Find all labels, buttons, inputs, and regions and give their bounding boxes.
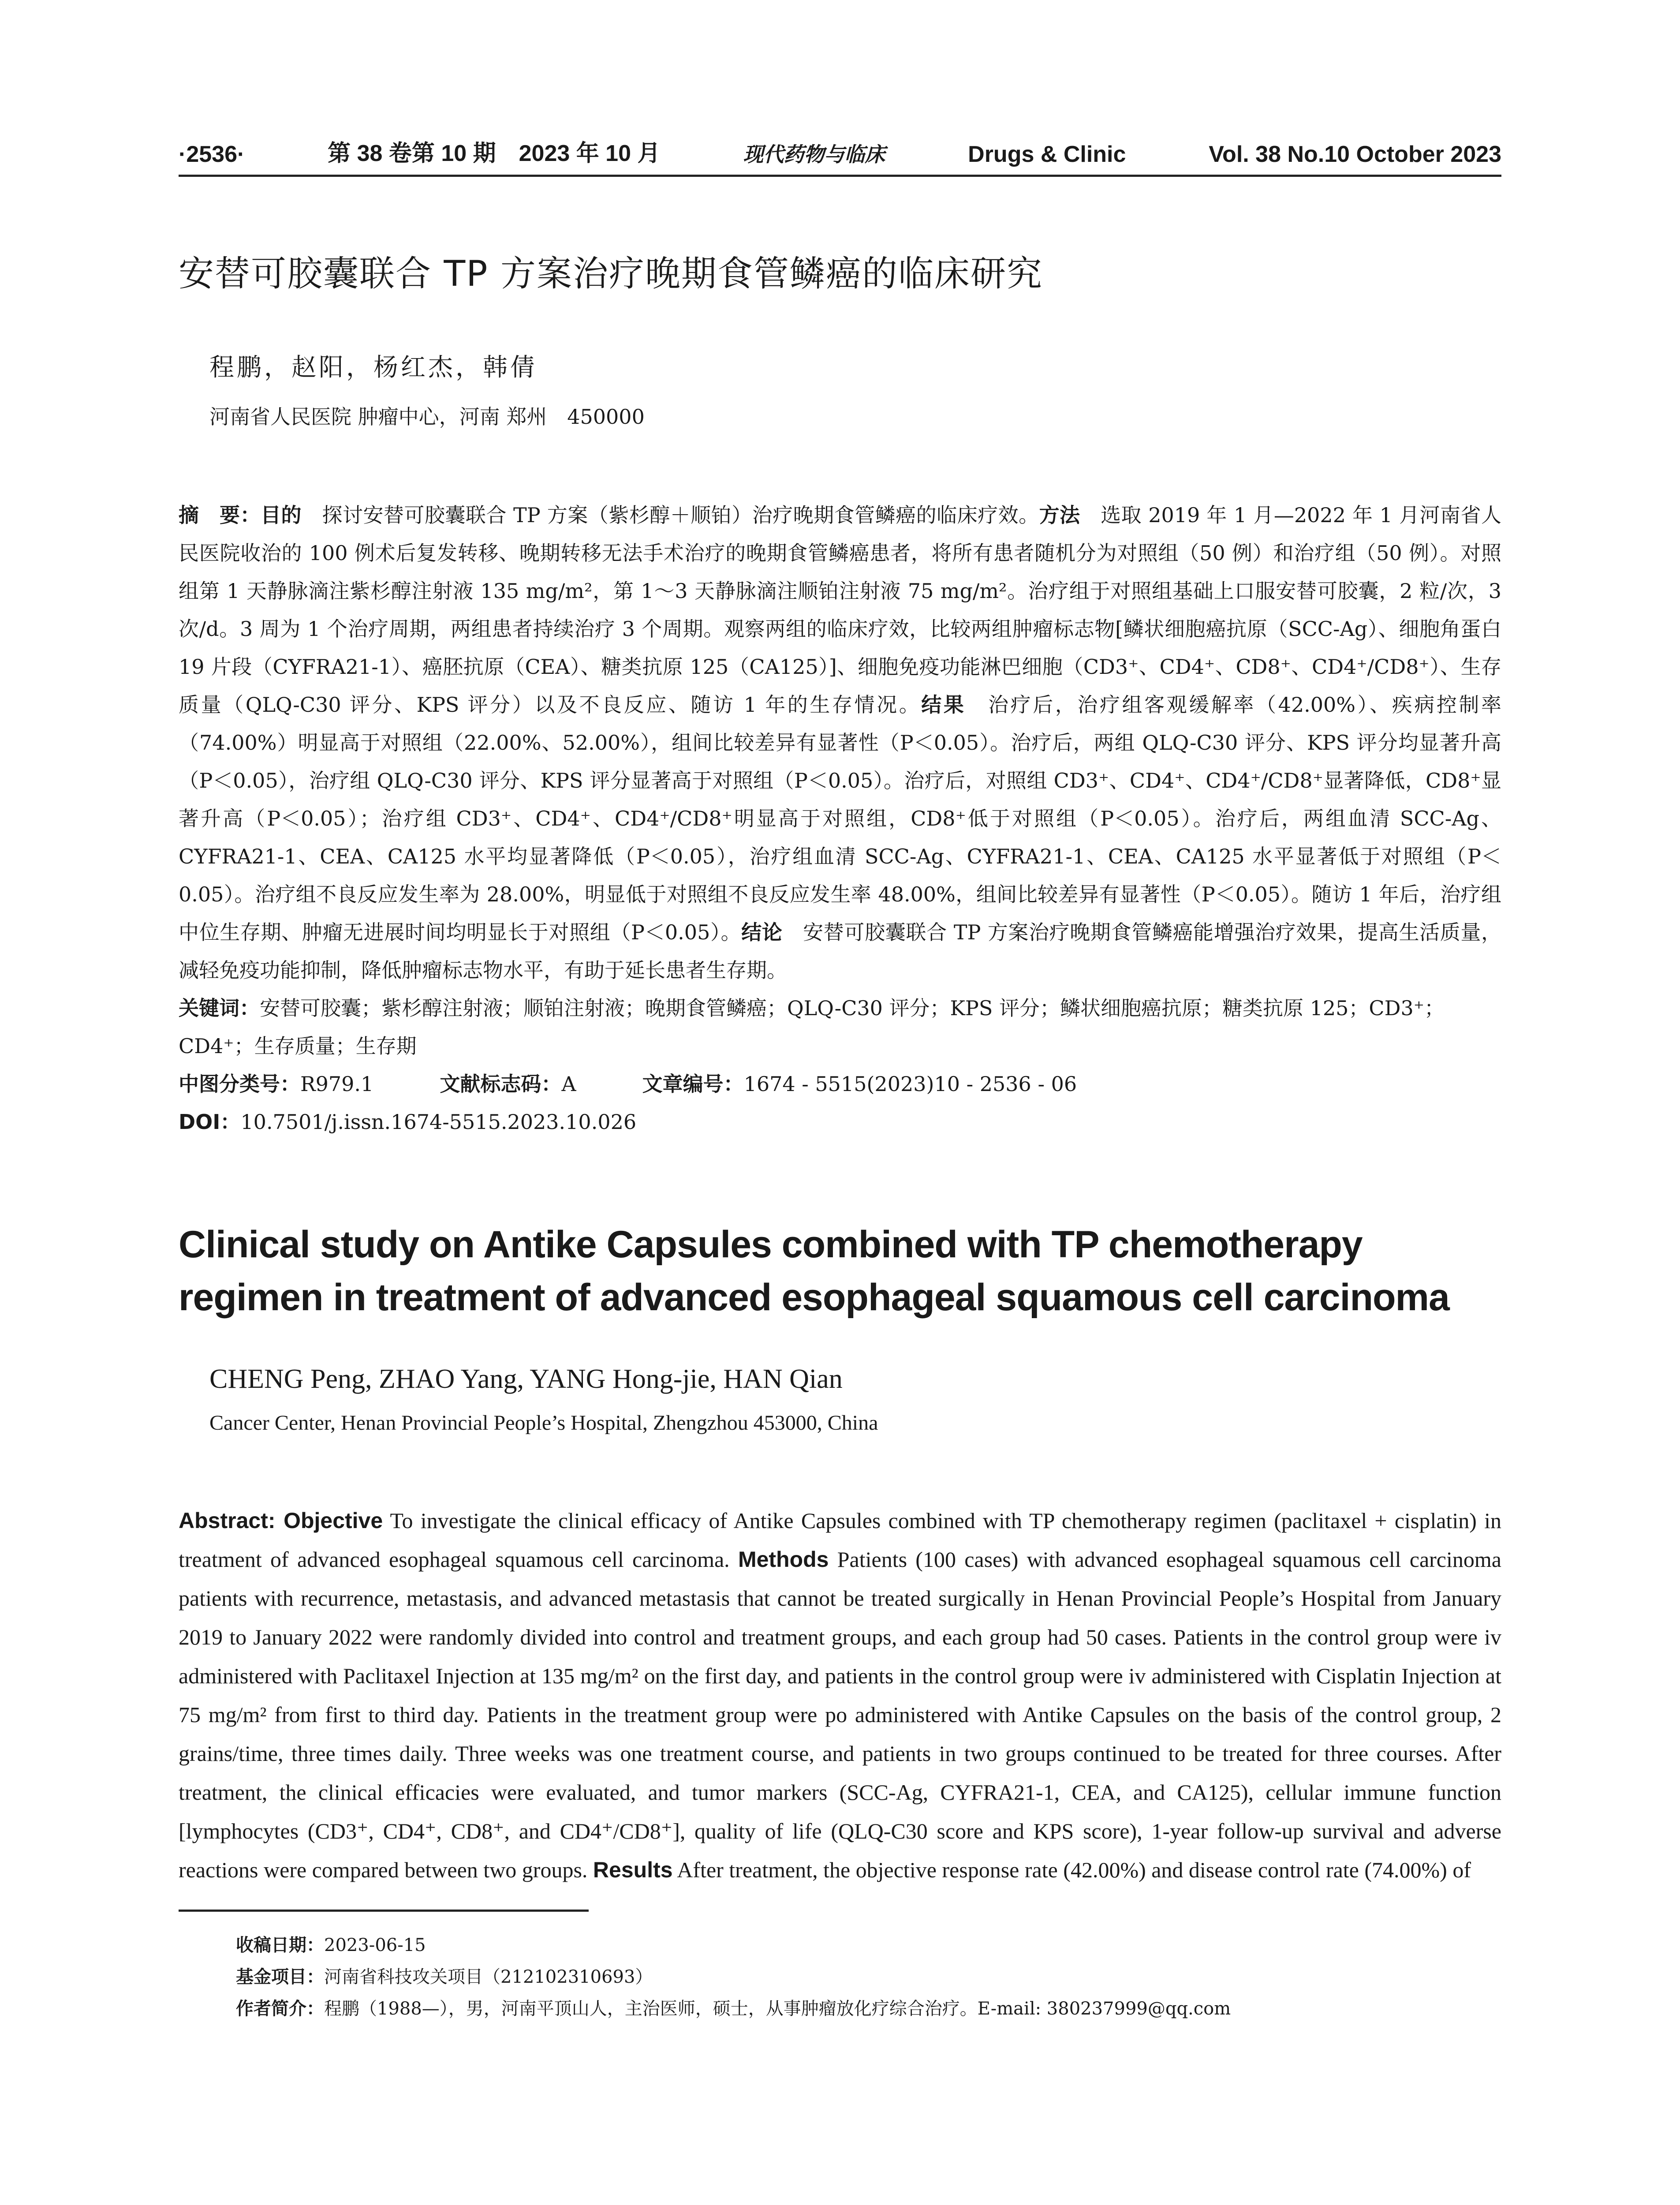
objective-text-cn: 探讨安替可胶囊联合 TP 方案（紫杉醇＋顺铂）治疗晚期食管鳞癌的临床疗效。 <box>301 503 1039 527</box>
footnotes <box>236 1929 1501 2025</box>
title-cn: 安替可胶囊联合 TP 方案治疗晚期食管鳞癌的临床研究 <box>179 253 1043 294</box>
results-label-en: Results <box>593 1857 673 1882</box>
keywords-text: 安替可胶囊；紫杉醇注射液；顺铂注射液；晚期食管鳞癌；QLQ-C30 评分；KPS 评分；鳞状细胞癌抗原；糖类抗原 125；CD3⁺；CD4⁺；生存质量；生存期 <box>179 996 1445 1058</box>
results-label-cn: 结果 <box>921 693 966 717</box>
running-header <box>179 135 1501 177</box>
methods-label-en: Methods <box>738 1547 829 1572</box>
footnote-divider <box>179 1910 589 1912</box>
methods-label-cn: 方法 <box>1039 503 1080 527</box>
keywords-cn <box>179 989 1501 1065</box>
results-text-en: After treatment, the objective response rate (42.00%) and disease control rate (74.00%) of <box>672 1857 1471 1882</box>
keywords-label: 关键词： <box>179 996 260 1020</box>
doi-line <box>179 1103 1501 1141</box>
journal-name-cn: 现代药物与临床 <box>743 142 885 166</box>
journal-name-en: Drugs & Clinic <box>968 142 1126 167</box>
conclusion-text-cn: 安替可胶囊联合 TP 方案治疗晚期食管鳞癌能增强治疗效果，提高生活质量，减轻免疫功能抑制，降低肿瘤标志物水平，有助于延长患者生存期。 <box>179 920 1501 982</box>
author-bio: 作者简介：程鹏（1988—），男，河南平顶山人，主治医师，硕士，从事肿瘤放化疗综合治疗。E-mail: 380237999@qq.com <box>236 1999 1231 2019</box>
document-code: 文献标志码：A <box>440 1072 576 1096</box>
title-en: Clinical study on Antike Capsules combined with TP chemotherapy regimen in treatment of advanced esophageal squamous cell carcinoma <box>179 1223 1449 1319</box>
article-number: 文章编号：1674 - 5515(2023)10 - 2536 - 06 <box>642 1072 1077 1096</box>
conclusion-label-cn: 结论 <box>741 920 783 944</box>
methods-text-en: Patients (100 cases) with advanced esophageal squamous cell carcinoma patients with recurrence, metastasis, and advanced metastasis that cannot be treated surgically in Henan Provincial People’s Hospital from January 2019 to January 2022 were randomly divided into control and treatment groups, and each group had 50 cases. Patients in the control group were iv administered with Paclitaxel Injection at 135 mg/m² on the first day, and patients in the control group were iv administered with Cisplatin Injection at 75 mg/m² from first to third day. Patients in the treatment group were po administered with Antike Capsules on the basis of the control group, 2 grains/time, three times daily. Three weeks was one treatment course, and patients in two groups continued to be treated for three courses. After treatment, the clinical efficacies were evaluated, and tumor markers (SCC-Ag, CYFRA21-1, CEA, and CA125), cellular immune function [lymphocytes (CD3⁺, CD4⁺, CD8⁺, and CD4⁺/CD8⁺], quality of life (QLQ-C30 score and KPS score), 1-year follow-up survival and adverse reactions were compared between two groups. <box>179 1547 1501 1882</box>
authors-en: CHENG Peng, ZHAO Yang, YANG Hong-jie, HAN Qian <box>209 1364 843 1394</box>
fund-project: 基金项目：河南省科技攻关项目（212102310693） <box>236 1967 653 1987</box>
abstract-en-label: Abstract: Objective <box>179 1508 383 1533</box>
doi-value[interactable]: 10.7501/j.issn.1674-5515.2023.10.026 <box>240 1110 637 1134</box>
results-text-cn: 治疗后，治疗组客观缓解率（42.00%）、疾病控制率（74.00%）明显高于对照组（22.00%、52.00%），组间比较差异有显著性（P＜0.05）。治疗后，两组 QLQ-C30 评分、KPS 评分均显著升高（P＜0.05），治疗组 QLQ-C30 评分、KPS 评分显著高于对照组（P＜0.05）。治疗后，对照组 CD3⁺、CD4⁺、CD4⁺/CD8⁺显著降低，CD8⁺显著升高（P＜0.05）；治疗组 CD3⁺、CD4⁺、CD4⁺/CD8⁺明显高于对照组，CD8⁺低于对照组（P＜0.05）。治疗后，两组血清 SCC-Ag、CYFRA21-1、CEA、CA125 水平均显著降低（P＜0.05），治疗组血清 SCC-Ag、CYFRA21-1、CEA、CA125 水平显著低于对照组（P＜0.05）。治疗组不良反应发生率为 28.00%，明显低于对照组不良反应发生率 48.00%，组间比较差异有显著性（P＜0.05）。随访 1 年后，治疗组中位生存期、肿瘤无进展时间均明显长于对照组（P＜0.05）。 <box>179 693 1502 944</box>
doi-label: DOI： <box>179 1110 241 1134</box>
issue-en: Vol. 38 No.10 October 2023 <box>1209 142 1501 167</box>
classification-row <box>179 1065 1501 1103</box>
journal-page <box>179 135 1501 2025</box>
page-number: ·2536· <box>179 142 245 167</box>
abstract-cn <box>179 496 1501 989</box>
methods-text-cn: 选取 2019 年 1 月—2022 年 1 月河南省人民医院收治的 100 例术后复发转移、晚期转移无法手术治疗的晚期食管鳞癌患者，将所有患者随机分为对照组（50 例）和治疗组（50 例）。对照组第 1 天静脉滴注紫杉醇注射液 135 mg/m²，第 1～3 天静脉滴注顺铂注射液 75 mg/m²。治疗组于对照组基础上口服安替可胶囊，2 粒/次，3 次/d。3 周为 1 个治疗周期，两组患者持续治疗 3 个周期。观察两组的临床疗效，比较两组肿瘤标志物[鳞状细胞癌抗原（SCC-Ag）、细胞角蛋白 19 片段（CYFRA21-1）、癌胚抗原（CEA）、糖类抗原 125（CA125）]、细胞免疫功能淋巴细胞（CD3⁺、CD4⁺、CD8⁺、CD4⁺/CD8⁺）、生存质量（QLQ-C30 评分、KPS 评分）以及不良反应、随访 1 年的生存情况。 <box>179 503 1502 717</box>
abstract-cn-label: 摘 要： <box>179 503 261 527</box>
clc-code: 中图分类号：R979.1 <box>179 1072 374 1096</box>
received-date: 收稿日期：2023-06-15 <box>236 1935 426 1955</box>
affiliation-en: Cancer Center, Henan Provincial People’s Hospital, Zhengzhou 453000, China <box>209 1411 878 1435</box>
abstract-en <box>179 1501 1501 1889</box>
objective-text-en: To investigate the clinical efficacy of Antike Capsules combined with TP chemotherapy regimen (paclitaxel + cisplatin) in treatment of advanced esophageal squamous cell carcinoma. <box>179 1508 1501 1572</box>
issue-cn: 第 38 卷第 10 期 2023 年 10 月 <box>328 141 661 166</box>
affiliation-cn: 河南省人民医院 肿瘤中心，河南 郑州 450000 <box>209 405 645 429</box>
objective-label-cn: 目的 <box>260 503 302 527</box>
authors-cn: 程鹏，赵阳，杨红杰，韩倩 <box>209 353 538 382</box>
